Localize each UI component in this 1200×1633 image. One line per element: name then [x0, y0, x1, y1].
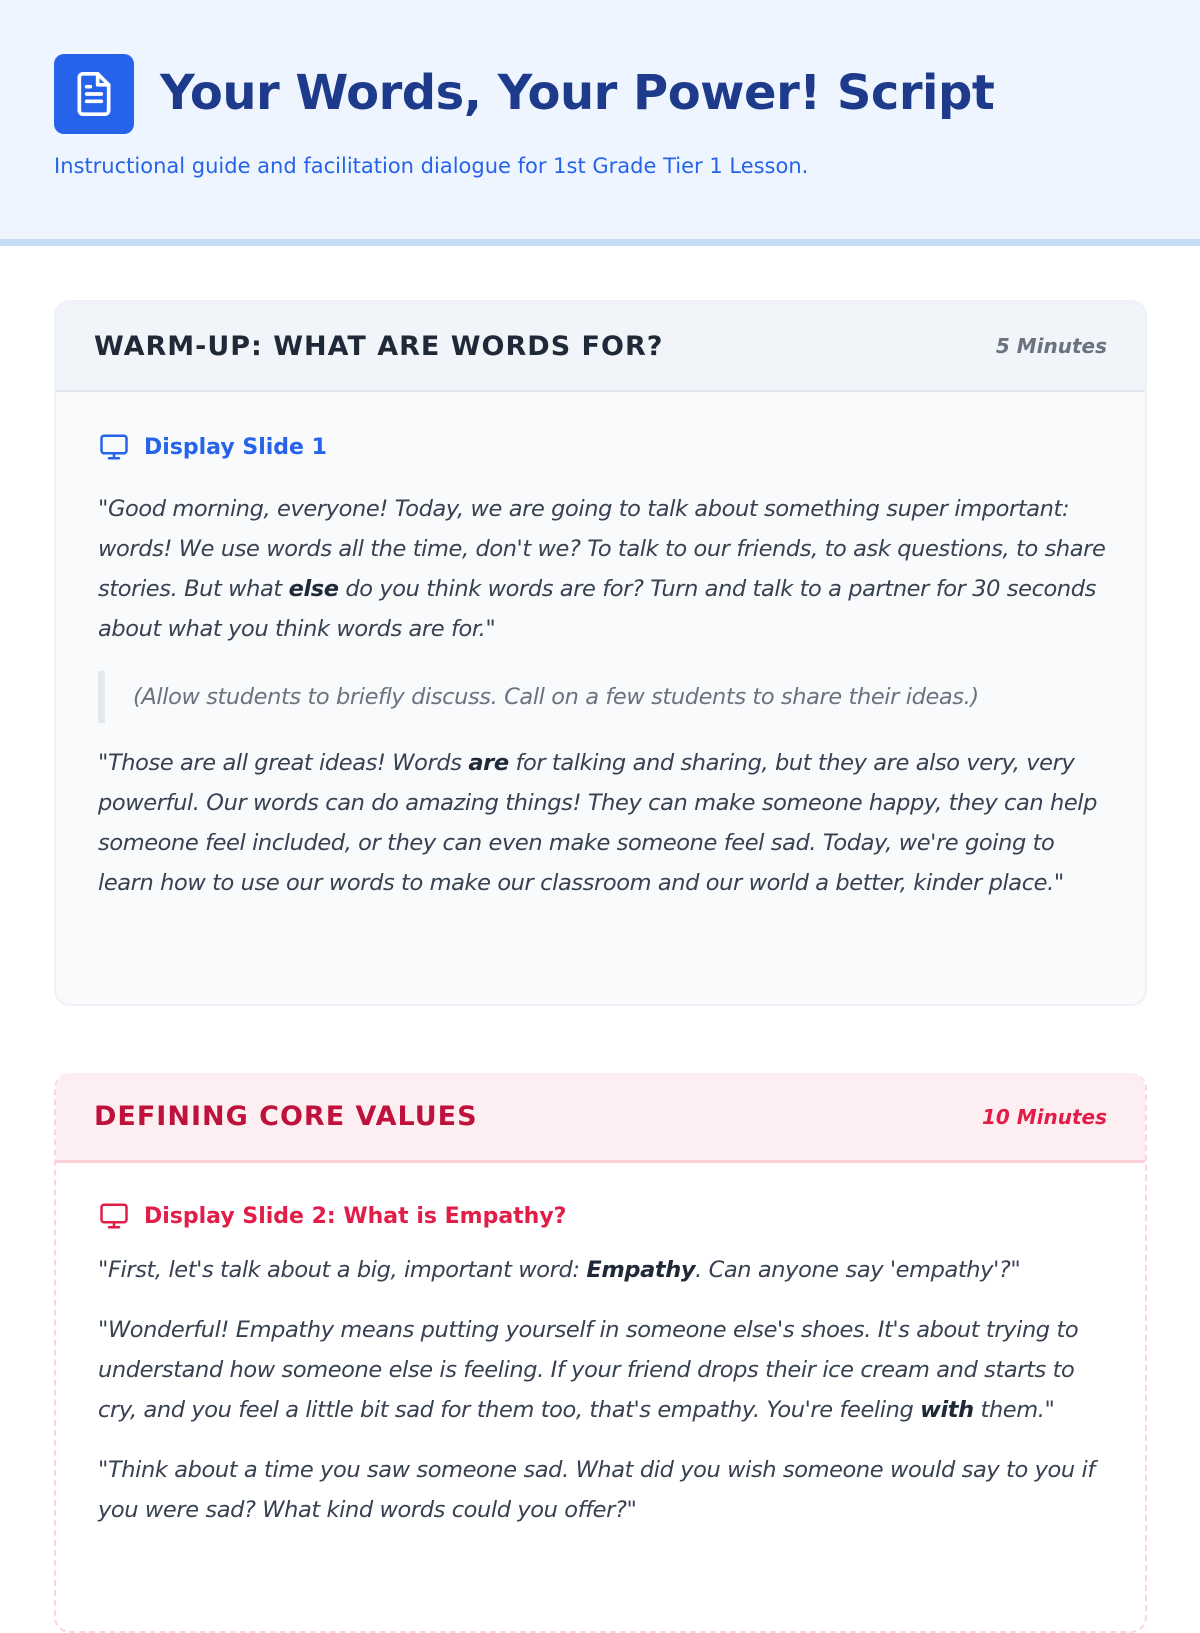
- slide-cue-label: Display Slide 1: [144, 434, 327, 460]
- section-duration: 5 Minutes: [995, 334, 1107, 358]
- slide-cue-label: Display Slide 2: What is Empathy?: [144, 1203, 567, 1229]
- script-paragraph: "Those are all great ideas! Words are for talking and sharing, but they are also very, very powerful. Our words can do amazing things! They can make someone happy, they can help someone feel included, or they can even make someone feel sad. Today, we're going to learn how to use our words to make our classroom and our world a better, kinder place.": [98, 750, 1097, 896]
- page-header: [0, 0, 1200, 246]
- slide-cue: [98, 427, 1107, 467]
- document-icon: [54, 54, 134, 134]
- script-paragraph: "Think about a time you saw someone sad. What did you wish someone would say to you if you were sad? What kind words could you offer?": [98, 1457, 1095, 1523]
- facilitator-note: (Allow students to briefly discuss. Call on a few students to share their ideas.): [98, 671, 1107, 723]
- slide-cue: [98, 1196, 1107, 1236]
- section-body: [98, 1196, 1107, 1530]
- page-title: Your Words, Your Power! Script: [160, 65, 995, 121]
- script-paragraph: "First, let's talk about a big, important word: Empathy. Can anyone say 'empathy'?": [98, 1257, 1021, 1283]
- script-paragraph: "Good morning, everyone! Today, we are going to talk about something super important: words! We use words all the time, don't we? To talk to our friends, to ask questions, to share stories. But what else do you think words are for? Turn and talk to a partner for 30 seconds about what you think words are for.": [98, 496, 1106, 642]
- section-title: WARM-UP: WHAT ARE WORDS FOR?: [94, 330, 664, 362]
- page-subtitle: Instructional guide and facilitation dialogue for 1st Grade Tier 1 Lesson.: [54, 154, 809, 178]
- section-warm-up: [54, 300, 1147, 1006]
- monitor-icon: [98, 432, 130, 462]
- section-body: [98, 427, 1107, 903]
- section-header: [56, 302, 1145, 392]
- section-duration: 10 Minutes: [981, 1104, 1107, 1129]
- monitor-icon: [98, 1201, 130, 1231]
- script-paragraph: "Wonderful! Empathy means putting yourself in someone else's shoes. It's about trying to understand how someone else is feeling. If your friend drops their ice cream and starts to cry, and you feel a little bit sad for them too, that's empathy. You're feeling with them.": [98, 1317, 1079, 1423]
- section-core-values: [54, 1073, 1147, 1633]
- section-title: DEFINING CORE VALUES: [94, 1101, 478, 1132]
- section-header: [56, 1073, 1145, 1163]
